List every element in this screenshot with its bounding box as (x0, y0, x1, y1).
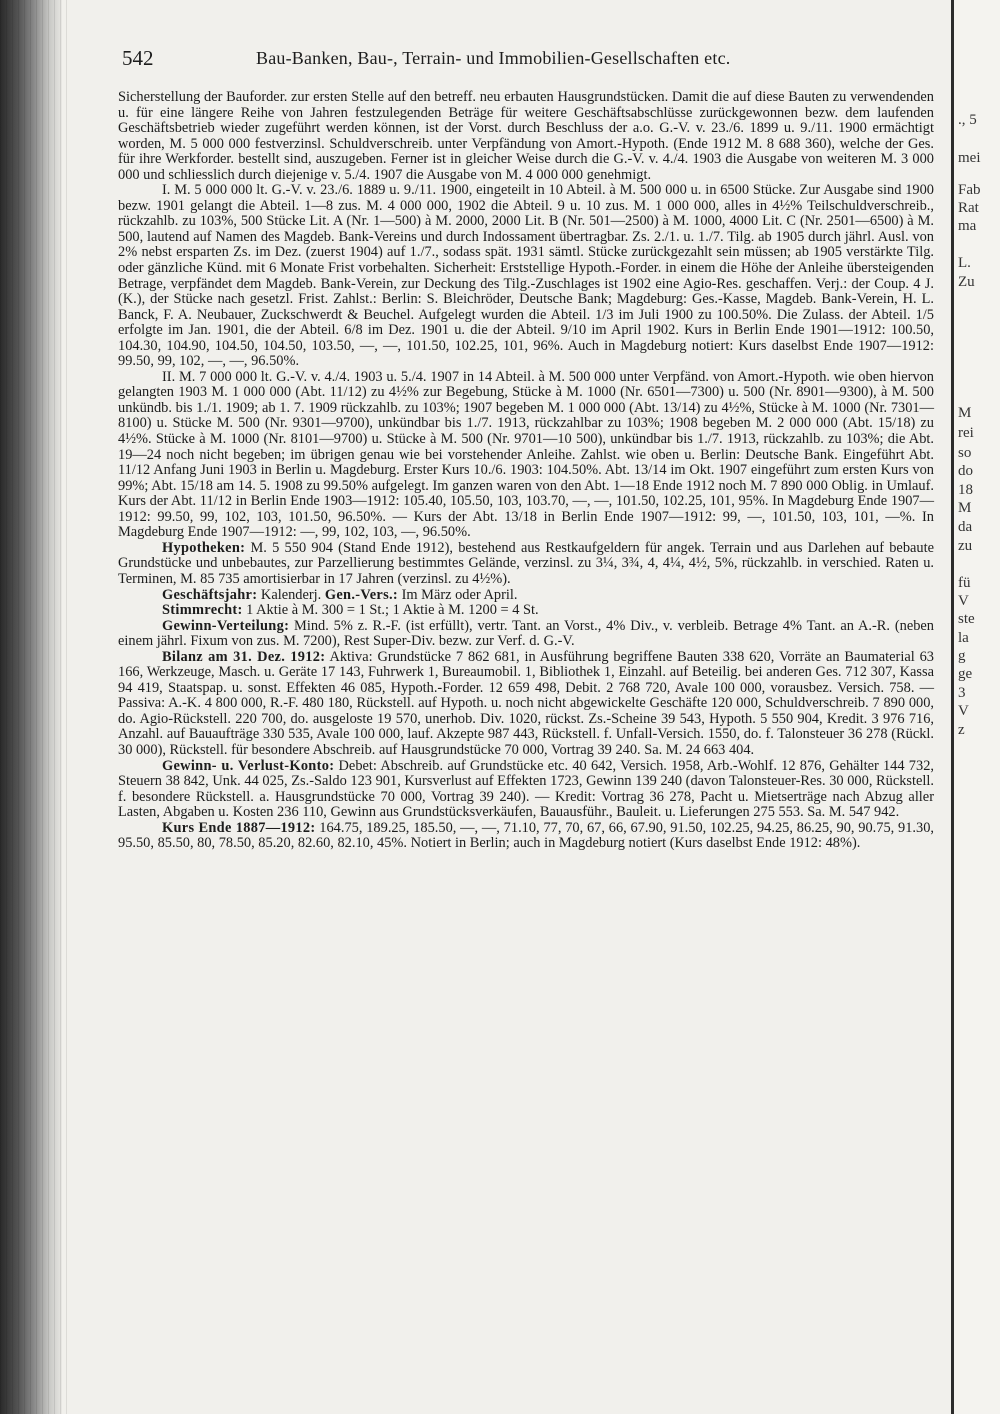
facing-page-fragment: so (958, 445, 972, 461)
facing-page-fragment: V (958, 703, 969, 719)
paragraph-geschaeftsjahr: Geschäftsjahr: Kalenderj. Gen.-Vers.: Im März oder April. (162, 586, 518, 603)
paragraph-anleihe-1: I. M. 5 000 000 lt. G.-V. v. 23./6. 1889 u. 9./11. 1900, eingeteilt in 10 Abteil. à M. 500 000 u. in 6500 Stücke. Zur Ausgabe sind 1900 bezw. 1901 gelangt die Abteil. 1—8 zus. M. 4 000 000, 1902 die Abteil. 9 u. 10 zus. M. 1 000 000, alles in 4½% Teilschuldverschreib., rückzahlb. zu 103%, 500 Stücke Lit. A (Nr. 1—500) à M. 2000, 2000 Lit. B (Nr. 501—2500) à M. 1000, 4000 Lit. C (Nr. 2501—6500) à M. 500, lautend auf Namen des Magdeb. Bank-Vereins und durch Indossament übertragbar. Zs. 2./1. u. 1./7. Tilg. ab 1905 durch jährl. Ausl. von 2% nebst ersparten Zs. im Dez. (zuerst 1904) auf 1./7., sodass spät. 1931 sämtl. Stücke zurückgezahlt sein müssen; ab 1905 verstärkte Tilg. oder gänzliche Künd. mit 6 Monate Frist vorbehalten. Sicherheit: Erststellige Hypoth.-Forder. in einem die Höhe der Anleihe übersteigenden Betrage, verpfändet dem Magdeb. Bank-Verein, zur Deckung des Tilg.-Zuschlages ist 1902 eine Agio-Res. geschaffen. Verj.: der Coup. 4 J. (K.), der Stücke nach gesetzl. Frist. Zahlst.: Berlin: S. Bleichröder, Deutsche Bank; Magdeburg: Ges.-Kasse, Magdeb. Bank-Verein, H. L. Banck, F. A. Neubauer, Zuckschwerdt & Beuchel. Aufgelegt wurden die Abteil. 1/3 im Juli 1900 zu 100.50%. Die Zulass. der Abteil. 1/5 erfolgte im Jan. 1901, die der Abteil. 6/8 im Dez. 1901 u. die der Abteil. 9/10 im April 1902. Kurs in Berlin Ende 1901—1912: 100.50, 104.30, 104.90, 104.50, 104.50, 103.50, —, —, 101.50, 102.25, 101, 96%. Auch in Magdeburg notiert: Kurs daselbst Ende 1907—1912: 99.50, 99, 102, —, —, 96.50%. (118, 182, 934, 370)
binding-texture (0, 0, 70, 1414)
facing-page-fragment: ., 5 (958, 112, 977, 128)
running-head: Bau-Banken, Bau-, Terrain- und Immobilien-Gesellschaften etc. (256, 48, 731, 68)
facing-page-fragment: do (958, 463, 973, 479)
section-label: Gen.-Vers.: (324, 586, 398, 603)
section-label: Gewinn- u. Verlust-Konto: (162, 757, 335, 774)
facing-page-fragment: g (958, 648, 966, 664)
paragraph-gewinn-verteilung: Gewinn-Verteilung: Mind. 5% z. R.-F. (ist erfüllt), vertr. Tant. an Vorst., 4% Div., v. verbleib. Betrage 4% Tant. an A.-R. (neben einem jährl. Fixum von zus. M. 7200), Rest Super-Div. bezw. zur Verf. d. G.-V. (118, 617, 934, 650)
facing-page-fragment: ste (958, 611, 975, 627)
facing-page-fragment: ma (958, 218, 977, 234)
facing-page-fragment: ge (958, 666, 973, 682)
paragraph-sicherstellung: Sicherstellung der Bauforder. zur ersten Stelle auf den betreff. neu erbauten Hausgrundstücken. Damit die auf diese Bauten zu verwendenden u. für eine längere Reihe von Jahren festzulegenden Beträge für weitere Geschäftsabschlüsse zurückgewonnen bezw. dem laufenden Geschäftsbetrieb wieder zugeführt werden können, ist der Vorst. durch Beschluss der a.o. G.-V. v. 23./6. 1899 u. 9./11. 1900 ermächtigt worden, M. 5 000 000 festverzinsl. Schuldverschreib. unter Verpfändung von Amort.-Hypoth. (Ende 1912 M. 8 688 360), welche der Ges. für ihre Werkforder. bestellt sind, auszugeben. Ferner ist in gleicher Weise durch die G.-V. v. 4./4. 1903 die Ausgabe von weiteren M. 3 000 000 und schliesslich durch diejenige v. 5./4. 1907 die Ausgabe von M. 4 000 000 genehmigt. (118, 89, 934, 183)
facing-page-fragment: la (958, 630, 969, 646)
facing-page-fragment: mei (958, 150, 981, 166)
paragraph-anleihe-2: II. M. 7 000 000 lt. G.-V. v. 4./4. 1903 u. 5./4. 1907 in 14 Abteil. à M. 500 000 unter Verpfänd. von Amort.-Hypoth. wie oben hiervon gelangten 1903 M. 1 000 000 (Abt. 11/12) zu 4½% zur Begebung, Stücke à M. 1000 (Nr. 6501—7300) u. 500 (Nr. 8901—9300), à M. 500 unkündb. bis 1./1. 1909; ab 1. 7. 1909 rückzahlb. zu 103%; 1907 begeben M. 1 000 000 (Abt. 13/14) zu 4½%, Stücke à M. 1000 (Nr. 7301—8100) u. Stücke M. 500 (Nr. 9301—9700), unkündbar bis 1./7. 1913, rückzahlbar zu 103%; 1908 begeben M. 2 000 000 (Abt. 15/18) zu 4½%. Stücke à M. 1000 (Nr. 8101—9700) u. Stücke à M. 500 (Nr. 9701—10 500), unkündbar bis 1./7. 1913, rückzahlb. zu 103%; die Abt. 19—24 noch nicht begeben; im übrigen genau wie bei vorstehender Anleihe. Zahlst. wie oben u. Berlin: Deutsche Bank. Eingeführt Abt. 11/12 Anfang Juni 1903 in Berlin u. Magdeburg. Erster Kurs 10./6. 1903: 104.50%. Abt. 13/14 im Okt. 1907 eingeführt zum ersten Kurs von 99%; Abt. 15/18 am 14. 5. 1908 zu 99.50% aufgelegt. Im ganzen waren von den Abt. 1—18 Ende 1912 noch M. 7 890 000 Oblig. in Umlauf. Kurs der Abt. 11/12 in Berlin Ende 1903—1912: 105.40, 105.50, 103, 103.70, —, —, 101.50, 102.25, 101, 95%. In Magdeburg Ende 1907—1912: 99.50, 99, 102, 103, 101.50, 96.50%. — Kurs der Abt. 13/18 in Berlin Ende 1907—1912: 99, —, 101.50, 103, 101, —%. In Magdeburg Ende 1907—1912: —, 99, 102, 103, —, 96.50%. (118, 368, 934, 541)
facing-page-edge (951, 0, 1000, 1414)
facing-page-fragment: 3 (958, 685, 966, 701)
document-page (118, 40, 934, 852)
facing-page-fragment: Zu (958, 274, 975, 290)
facing-page-fragment: zu (958, 538, 973, 554)
section-label: Stimmrecht: (162, 602, 243, 619)
facing-page-fragment: fü (958, 575, 971, 591)
facing-page-fragment: rei (958, 425, 974, 441)
section-label: Gewinn-Verteilung: (162, 617, 290, 634)
facing-page-fragment: Rat (958, 200, 979, 216)
body-text (118, 90, 934, 852)
facing-page-fragment: L. (958, 255, 971, 271)
facing-page-fragment: z (958, 722, 965, 738)
section-label: Geschäftsjahr: (162, 586, 258, 603)
paragraph-kurs: Kurs Ende 1887—1912: 164.75, 189.25, 185.50, —, —, 71.10, 77, 70, 67, 66, 67.90, 91.50, 102.25, 94.25, 86.25, 90, 90.75, 91.30, 95.50, 85.50, 80, 78.50, 85.20, 82.60, 82.10, 45%. Notiert in Berlin; auch in Magdeburg notiert (Kurs daselbst Ende 1912: 48%). (118, 819, 935, 852)
facing-page-fragment: V (958, 593, 969, 609)
paragraph-bilanz: Bilanz am 31. Dez. 1912: Aktiva: Grundstücke 7 862 681, in Ausführung begriffene Bauten 338 620, Vorräte an Baumaterial 63 166, Werkzeuge, Masch. u. Geräte 17 143, Fuhrwerk 1, Bureaumobil. 1, Bibliothek 1, Einzahl. auf Beteilig. bei anderen Ges. 712 307, Kassa 94 419, Staatspap. u. sonst. Effekten 46 085, Hypoth.-Forder. 12 659 498, Debit. 2 768 720, Avale 100 000, vorausbez. Versich. 758. — Passiva: A.-K. 4 800 000, R.-F. 480 180, Rückstell. auf Hypoth. u. noch nicht abgewickelte Geschäfte 120 000, Schuldverschreib. 7 890 000, do. Agio-Rückstell. 220 700, do. ausgeloste 19 570, unerhob. Div. 1020, rückst. Zs.-Scheine 39 543, Hypoth. 5 550 904, Kredit. 3 976 716, Anzahl. auf Bauaufträge 330 535, Avale 100 000, lauf. Akzepte 987 443, Rückstell. f. Unfall-Versich. 1550, do. f. Talonsteuer 36 278 (Rückl. 30 000), Rückstell. für besondere Abschreib. auf Hausgrundstücke 70 000, Vortrag 39 240. Sa. M. 24 663 404. (118, 648, 934, 758)
section-label: Bilanz am 31. Dez. 1912: (162, 648, 326, 665)
page-number: 542 (122, 46, 154, 70)
facing-page-fragment: da (958, 519, 973, 535)
facing-page-fragment: Fab (958, 182, 981, 198)
facing-page-fragment: M (958, 405, 972, 421)
facing-page-fragment: M (958, 500, 972, 516)
paragraph-stimmrecht: Stimmrecht: 1 Aktie à M. 300 = 1 St.; 1 Aktie à M. 1200 = 4 St. (162, 602, 539, 619)
facing-page-fragment: 18 (958, 482, 973, 498)
page-header (118, 40, 934, 74)
section-label: Hypotheken: (162, 539, 246, 556)
paragraph-gewinn-verlust: Gewinn- u. Verlust-Konto: Debet: Abschreib. auf Grundstücke etc. 40 642, Versich. 1958, Arb.-Wohlf. 12 876, Gehälter 144 732, Steuern 38 842, Unk. 44 025, Zs.-Saldo 123 901, Kursverlust auf Effekten 1723, Gewinn 139 240 (davon Talonsteuer-Res. 30 000, Rückstell. f. besondere Rückstell. a. Hausgrundstücke 70 000, Vortrag 39 240). — Kredit: Vortrag 36 278, Pacht u. Mietserträge nach Abzug aller Lasten, Abgaben u. Kosten 236 110, Gewinn aus Grundstücksverkäufen, Bauausführ., Bauleit. u. Lieferungen 275 553. Sa. M. 547 942. (118, 757, 934, 821)
section-label: Kurs Ende 1887—1912: (162, 819, 316, 836)
paragraph-hypotheken: Hypotheken: M. 5 550 904 (Stand Ende 1912), bestehend aus Restkaufgeldern für angek. Terrain und aus Darlehen auf bebaute Grundstücke und unbebautes, zur Parzellierung bestimmtes Gelände, verzinsl. zu 3¼, 3¾, 4, 4¼, 4½, 5%, rückzahlb. in verschied. Raten u. Terminen, M. 85 735 amortisierbar in 17 Jahren (verzinsl. zu 4½%). (118, 539, 934, 587)
